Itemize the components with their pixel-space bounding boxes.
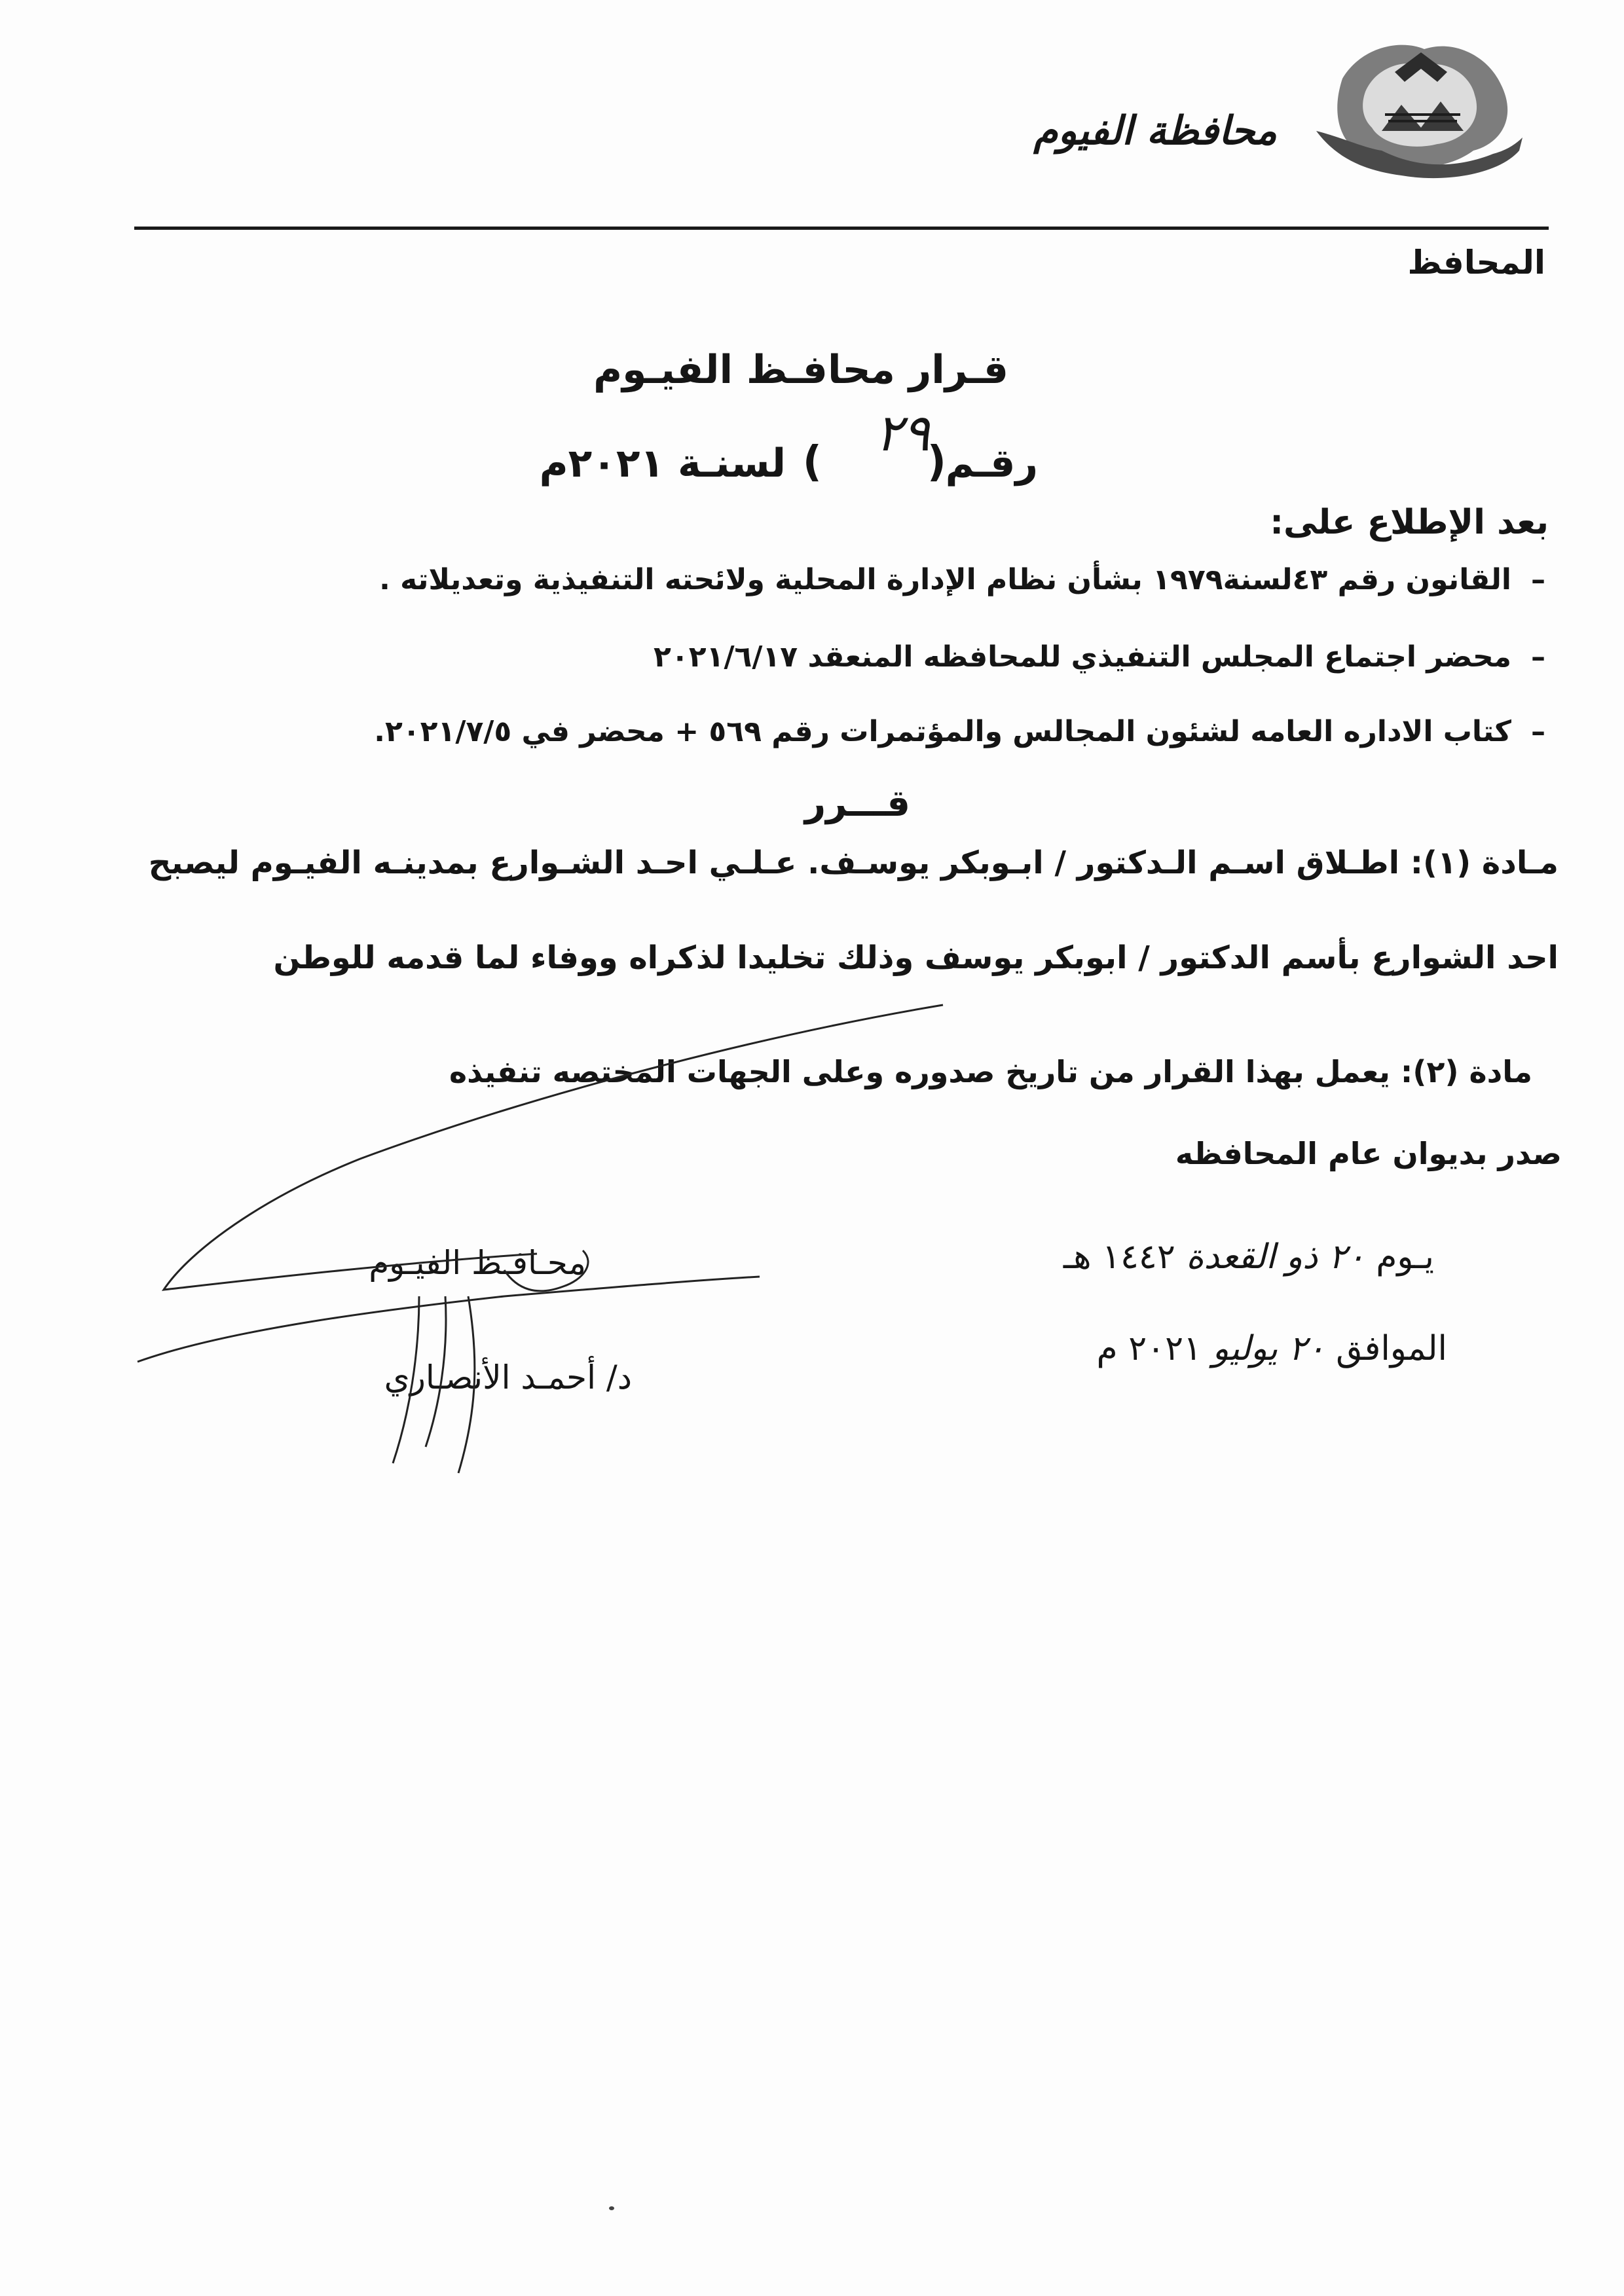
number-close-paren: ) xyxy=(802,438,822,486)
bullet-marker: – xyxy=(1531,715,1545,748)
signatory-title: محـافـظ الفيـوم xyxy=(369,1244,586,1282)
number-open-paren: ( xyxy=(927,438,946,486)
governorate-name: محافظة الفيوم xyxy=(1033,108,1277,154)
decision-year: لسنـة ٢٠٢١م xyxy=(539,441,786,486)
hijri-date xyxy=(1063,1237,1434,1277)
gregorian-prefix: الموافق xyxy=(1336,1329,1447,1368)
scan-speck xyxy=(609,2206,614,2210)
governorate-seal-icon xyxy=(1303,20,1526,183)
hijri-handwritten-day: ٢٠ ذو القعدة xyxy=(1186,1237,1365,1277)
gregorian-year: ٢٠٢١ م xyxy=(1096,1329,1202,1368)
bullet-marker: – xyxy=(1531,640,1545,674)
handwritten-signature xyxy=(111,989,963,1486)
preamble-item-text: محضر اجتماع المجلس التنفيذي للمحافظه المنعقد ٢٠٢١/٦/١٧ xyxy=(654,640,1511,674)
gregorian-handwritten-day: ٢٠ يوليو xyxy=(1212,1329,1325,1368)
decision-number-line xyxy=(539,404,1038,488)
header-divider xyxy=(134,227,1549,230)
issued-statement: صدر بديوان عام المحافظه xyxy=(1175,1136,1562,1171)
preamble-item-text: القانون رقم ٤٣لسنة١٩٧٩ بشأن نظام الإدارة المحلية ولائحته التنفيذية وتعديلاته . xyxy=(379,563,1511,596)
number-label: رقـم xyxy=(945,441,1038,486)
preamble-item xyxy=(374,715,1545,748)
decision-title: قـرار محافـظ الفيـوم xyxy=(593,347,1008,393)
preamble-item xyxy=(654,640,1545,674)
article-1-line-2: احد الشوارع بأسم الدكتور / ابوبكر يوسف وذلك تخليدا لذكراه ووفاء لما قدمه للوطن xyxy=(273,939,1559,976)
signatory-name: د/ أحمـد الأنصـاري xyxy=(384,1358,632,1396)
hijri-year: ١٤٤٢ هـ xyxy=(1063,1237,1175,1277)
handwritten-decision-number: ٢٩ xyxy=(875,404,930,463)
article-1-line-1: مـادة (١): اطـلاق اسـم الـدكتور / ابـوبكر يوسـف. عـلـي احـد الشـوارع بمدينـه الفيـوم ليصبح xyxy=(148,845,1559,881)
preamble-intro: بعد الإطلاع على: xyxy=(1270,503,1549,542)
preamble-item xyxy=(379,563,1545,596)
article-2: مادة (٢): يعمل بهذا القرار من تاريخ صدوره وعلى الجهات المختصه تنفيذه xyxy=(449,1054,1532,1089)
gregorian-date xyxy=(1096,1329,1447,1368)
preamble-item-text: كتاب الاداره العامه لشئون المجالس والمؤتمرات رقم ٥٦٩ + محضر في ٢٠٢١/٧/٥. xyxy=(374,715,1511,748)
hijri-prefix: يـوم xyxy=(1376,1237,1434,1277)
bullet-marker: – xyxy=(1531,563,1545,596)
decree-heading: قـــرر xyxy=(804,782,910,825)
office-title: المحافظ xyxy=(1407,244,1545,282)
